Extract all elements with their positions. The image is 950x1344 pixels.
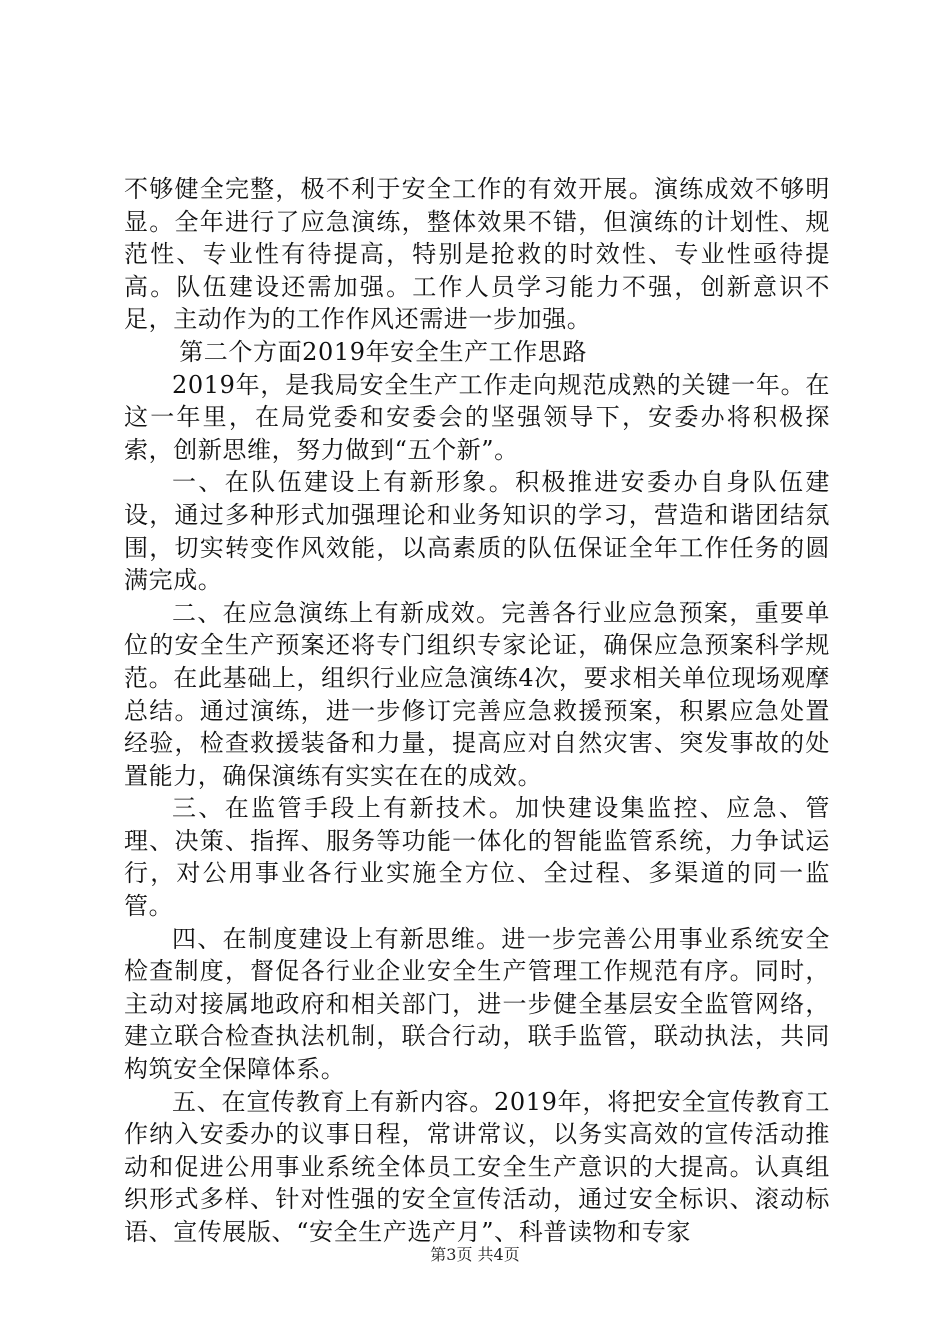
- paragraph-item-5: 五、在宣传教育上有新内容。2019年，将把安全宣传教育工作纳入安委办的议事日程，常讲常议，以务实高效的宣传活动推动和促进公用事业系统全体员工安全生产意识的大提高。认真组织形式多样、针对性强的安全宣传活动，通过安全标识、滚动标语、宣传展版、“安全生产选产月”、科普读物和专家: [124, 1087, 830, 1246]
- document-body: [124, 173, 830, 1249]
- page-footer: 第3页 共4页: [430, 1245, 520, 1264]
- section-heading: 第二个方面2019年安全生产工作思路: [179, 337, 588, 366]
- paragraph-intro: 2019年，是我局安全生产工作走向规范成熟的关键一年。在这一年里，在局党委和安委会的坚强领导下，安委办将积极探索，创新思维，努力做到“五个新”。: [124, 370, 830, 464]
- paragraph-item-3: 三、在监管手段上有新技术。加快建设集监控、应急、管理、决策、指挥、服务等功能一体化的智能监管系统，力争试运行，对公用事业各行业实施全方位、全过程、多渠道的同一监管。: [124, 794, 830, 921]
- paragraph-item-2: 二、在应急演练上有新成效。完善各行业应急预案，重要单位的安全生产预案还将专门组织专家论证，确保应急预案科学规范。在此基础上，组织行业应急演练4次，要求相关单位现场观摩总结。通过演练，进一步修订完善应急救援预案，积累应急处置经验，检查救援装备和力量，提高应对自然灾害、突发事故的处置能力，确保演练有实实在在的成效。: [124, 598, 830, 790]
- paragraph-continuation: 不够健全完整，极不利于安全工作的有效开展。演练成效不够明显。全年进行了应急演练，整体效果不错，但演练的计划性、规范性、专业性有待提高，特别是抢救的时效性、专业性亟待提高。队伍建设还需加强。工作人员学习能力不强，创新意识不足，主动作为的工作作风还需进一步加强。: [124, 175, 830, 334]
- paragraph-item-4: 四、在制度建设上有新思维。进一步完善公用事业系统安全检查制度，督促各行业企业安全生产管理工作规范有序。同时，主动对接属地政府和相关部门，进一步健全基层安全监管网络，建立联合检查执法机制，联合行动，联手监管，联动执法，共同构筑安全保障体系。: [124, 924, 830, 1084]
- paragraph-item-1: 一、在队伍建设上有新形象。积极推进安委办自身队伍建设，通过多种形式加强理论和业务知识的学习，营造和谐团结氛围，切实转变作风效能，以高素质的队伍保证全年工作任务的圆满完成。: [124, 468, 830, 595]
